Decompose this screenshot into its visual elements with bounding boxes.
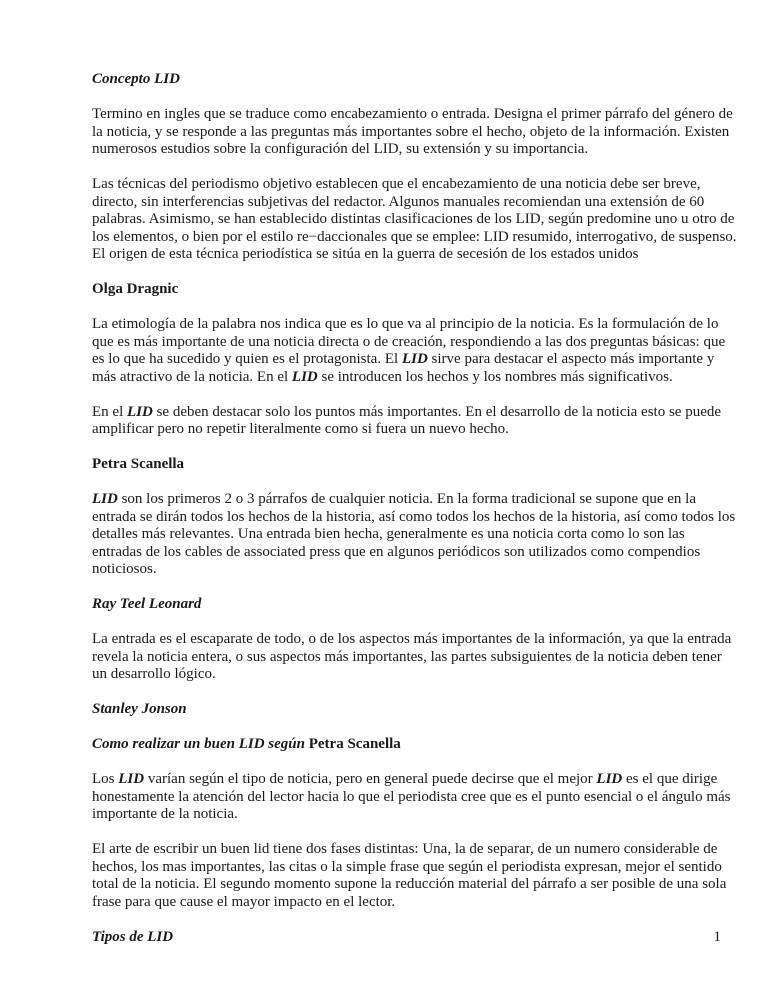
text-run: Termino en ingles que se traduce como encabezamiento o entrada. Designa el primer párrafo del género de la noticia, y se responde a las preguntas más importantes sobre el hecho, objeto de la información. Existen numerosos estudios sobre la configuración del LID, su extensión y su importancia.: [92, 106, 733, 157]
text-run: Olga Dragnic: [92, 281, 179, 297]
text-run: Stanley Jonson: [92, 701, 187, 717]
text-run: La etimología de la palabra nos indica que es lo que va al principio de la noticia. Es la formulación de lo que es más importante de una noticia directa o de creación, respondiendo a las dos preguntas básicas: que es lo que ha sucedido y quien es el protagonista. El: [92, 316, 726, 367]
text-run: Petra Scanella: [92, 456, 185, 472]
text-run: Petra Scanella: [308, 736, 401, 752]
paragraph: [92, 404, 737, 439]
text-run: El arte de escribir un buen lid tiene dos fases distintas: Una, la de separar, de un numero considerable de hechos, los mas importantes, las citas o la simple frase que según el periodista expresan, mejor el sentido total de la noticia. El segundo momento supone la reducción material del párrafo a ser posible de una sola frase para que cause el mayor impacto en el lector.: [92, 841, 727, 910]
text-run: LID: [401, 351, 428, 367]
text-run: Ray Teel Leonard: [92, 596, 202, 612]
text-run: es el que dirige honestamente la atención del lector hacia lo que el periodista cree que es el punto esencial o el ángulo más importante de la noticia.: [92, 771, 731, 822]
paragraph: [92, 771, 737, 824]
paragraph: [92, 176, 737, 264]
text-run: se deben destacar solo los puntos más importantes. En el desarrollo de la noticia esto se puede amplificar pero no repetir literalmente como si fuera un nuevo hecho.: [92, 403, 722, 437]
document-content: [92, 71, 737, 964]
section-heading: [92, 736, 737, 754]
text-run: La entrada es el escaparate de todo, o de los aspectos más importantes de la información, ya que la entrada revela la noticia entera, o sus aspectos más importantes, las partes subsiguientes de la noticia deben tener un desarrollo lógico.: [92, 631, 732, 682]
section-heading: [92, 929, 737, 947]
text-run: En el: [92, 403, 127, 420]
text-run: Como realizar un buen LID según: [92, 736, 309, 752]
text-run: son los primeros 2 o 3 párrafos de cualquier noticia. En la forma tradicional se supone que en la entrada se dirán todos los hechos de la historia, así como todos los hechos de la historia, así como todos los detalles más relevantes. Una entrada bien hecha, generalmente es una noticia corta como lo son las entradas de los cables de associated press que en algunos periódicos son utilizados como compendios noticiosos.: [92, 491, 736, 577]
text-run: Concepto LID: [92, 71, 180, 87]
paragraph: [92, 841, 737, 911]
section-heading: [92, 596, 737, 614]
text-run: se introducen los hechos y los nombres más significativos.: [317, 368, 673, 385]
text-run: Las técnicas del periodismo objetivo establecen que el encabezamiento de una noticia debe ser breve, directo, sin interferencias subjetivas del redactor. Algunos manuales recomiendan una extensión de 60 palabras. Asimismo, se han establecido distintas clasificaciones de los LID, según predomine uno u otro de los elementos, o bien por el estilo re−daccionales que se emplee: LID resumido, interrogativo, de suspenso. El origen de esta técnica periodística se sitúa en la guerra de secesión de los estados unidos: [92, 176, 737, 262]
text-run: LID: [118, 771, 145, 787]
text-run: Tipos de LID: [92, 928, 174, 945]
paragraph: [92, 106, 737, 159]
text-run: sirve para destacar el aspecto más importante y más atractivo de la noticia. En el: [92, 351, 715, 385]
paragraph: [92, 316, 737, 386]
paragraph: [92, 631, 737, 684]
text-run: LID: [596, 771, 623, 787]
text-run: varían según el tipo de noticia, pero en general puede decirse que el mejor: [144, 771, 597, 787]
section-heading: [92, 456, 737, 474]
text-run: Los: [92, 771, 119, 787]
section-heading: [92, 71, 737, 89]
text-run: LID: [291, 368, 318, 385]
text-run: LID: [92, 491, 118, 507]
section-heading: [92, 281, 737, 299]
section-heading: [92, 701, 737, 719]
paragraph: [92, 491, 737, 579]
text-run: LID: [127, 403, 153, 420]
page-number: 1: [713, 929, 721, 945]
